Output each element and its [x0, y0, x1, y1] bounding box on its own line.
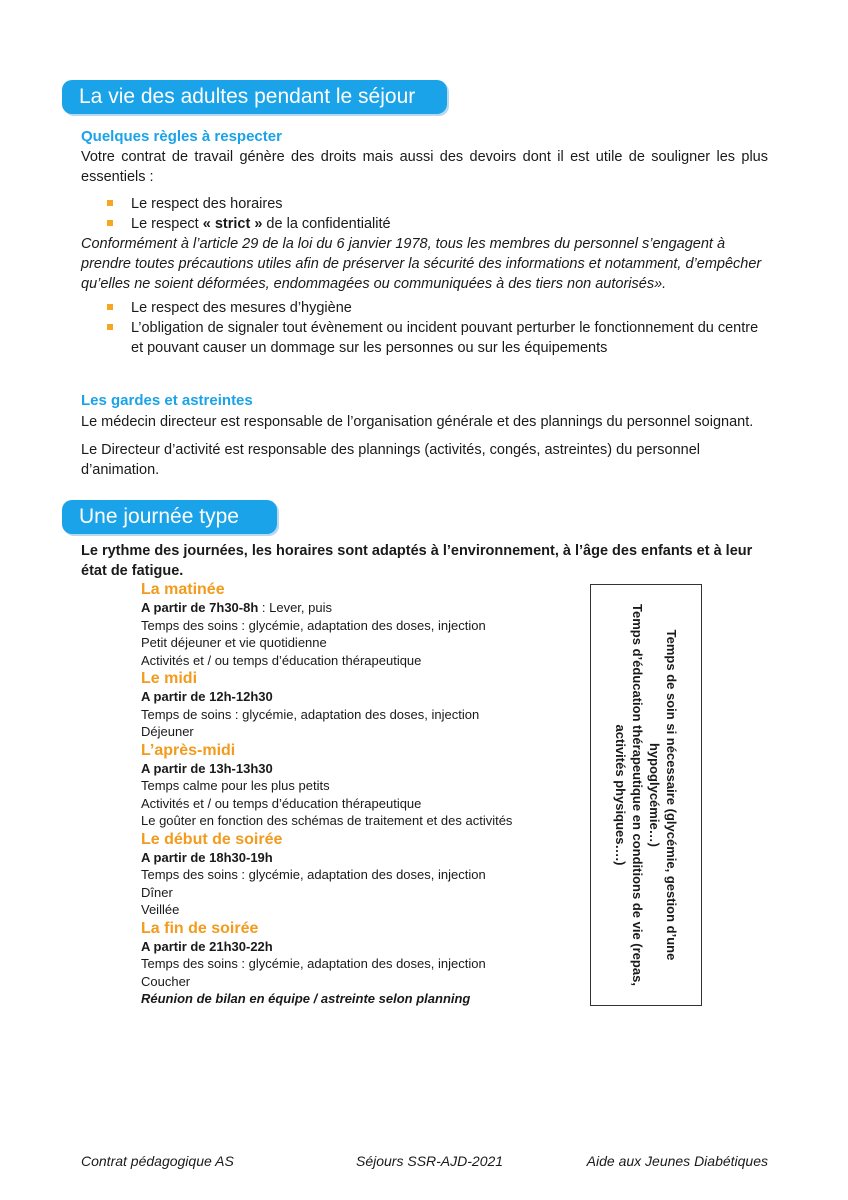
period-heading: La matinée — [141, 581, 225, 598]
period-time-note: : Lever, puis — [258, 600, 332, 615]
rules-list-b — [103, 298, 773, 358]
period-line: Temps de soins : glycémie, adaptation des doses, injection — [141, 706, 480, 722]
care-time-box — [590, 584, 702, 1006]
bullet-text: Le respect — [131, 216, 203, 232]
period-line: Activités et / ou temps d’éducation thérapeutique — [141, 652, 422, 668]
section-title-adults: La vie des adultes pendant le séjour — [62, 80, 447, 114]
care-time-text — [612, 590, 680, 1000]
footer-right: Aide aux Jeunes Diabétiques — [586, 1153, 768, 1169]
rules-list-a — [103, 194, 773, 234]
period-noon — [141, 669, 581, 741]
period-time: A partir de 21h30-22h — [141, 938, 273, 954]
period-time: A partir de 12h-12h30 — [141, 689, 273, 704]
gardes-paragraph-2: Le Directeur d’activité est responsable des plannings (activités, congés, astreintes) du personnel d’animation. — [81, 442, 701, 478]
period-early-evening — [141, 830, 581, 919]
list-item: Le respect des mesures d’hygiène — [103, 298, 773, 318]
day-schedule — [141, 580, 581, 1008]
period-line: Activités et / ou temps d’éducation thérapeutique — [141, 795, 422, 811]
period-time: A partir de 18h30-19h — [141, 849, 273, 865]
period-line: Temps calme pour les plus petits — [141, 778, 330, 793]
bullet-text: Le respect des horaires — [131, 196, 283, 212]
care-time-line-1: Temps de soin si nécessaire (glycémie, gestion d’une hypoglycémie…) — [647, 629, 679, 961]
period-heading: Le début de soirée — [141, 830, 283, 848]
period-line: Temps des soins : glycémie, adaptation des doses, injection — [141, 617, 486, 633]
period-line: Déjeuner — [141, 724, 194, 739]
period-morning — [141, 580, 581, 669]
period-heading: La fin de soirée — [141, 919, 259, 937]
bullet-text: de la confidentialité — [262, 216, 391, 232]
period-line: Temps des soins : glycémie, adaptation des doses, injection — [141, 956, 486, 971]
period-line: Petit déjeuner et vie quotidienne — [141, 635, 327, 650]
period-late-evening — [141, 919, 581, 991]
list-item — [103, 214, 773, 234]
period-heading: L’après-midi — [141, 741, 236, 759]
footer-left: Contrat pédagogique AS — [81, 1153, 234, 1169]
bullet-strong: « strict » — [202, 216, 263, 232]
closing-note: Réunion de bilan en équipe / astreinte selon planning — [141, 991, 471, 1006]
period-line: Le goûter en fonction des schémas de traitement et des activités — [141, 813, 513, 828]
gardes-heading: Les gardes et astreintes — [81, 392, 253, 409]
footer-center: Séjours SSR-AJD-2021 — [356, 1153, 504, 1169]
day-intro: Le rythme des journées, les horaires sont adaptés à l’environnement, à l’âge des enfants et à leur état de fatigue. — [81, 543, 753, 579]
section-title-day: Une journée type — [62, 500, 277, 534]
period-afternoon — [141, 741, 581, 830]
care-time-line-2: Temps d’éducation thérapeutique en conditions de vie (repas, activités physiques….) — [613, 604, 645, 986]
rules-heading: Quelques règles à respecter — [81, 128, 282, 145]
rules-intro: Votre contrat de travail génère des droits mais aussi des devoirs dont il est utile de souligner les plus essentiels : — [81, 149, 768, 185]
period-line: Dîner — [141, 884, 173, 900]
list-item — [103, 194, 773, 214]
period-line: Coucher — [141, 973, 191, 989]
period-time: A partir de 13h-13h30 — [141, 760, 273, 776]
list-item: L’obligation de signaler tout évènement ou incident pouvant perturber le fonctionnement du centre et pouvant causer un dommage sur les personnes ou sur les équipements — [103, 318, 773, 358]
gardes-paragraph-1: Le médecin directeur est responsable de l’organisation générale et des plannings du personnel soignant. — [81, 414, 754, 430]
period-time: A partir de 7h30-8h — [141, 600, 259, 615]
period-heading: Le midi — [141, 670, 198, 687]
confidentiality-quote: Conformément à l’article 29 de la loi du 6 janvier 1978, tous les membres du personnel s’engagent à prendre toutes précautions utiles afin de préserver la sécurité des informations et notamment, d’empêcher qu’elles ne soient déformées, endommagées ou communiquées à des tiers non autorisés». — [81, 236, 762, 292]
period-line: Veillée — [141, 902, 180, 917]
period-line: Temps des soins : glycémie, adaptation des doses, injection — [141, 867, 486, 882]
